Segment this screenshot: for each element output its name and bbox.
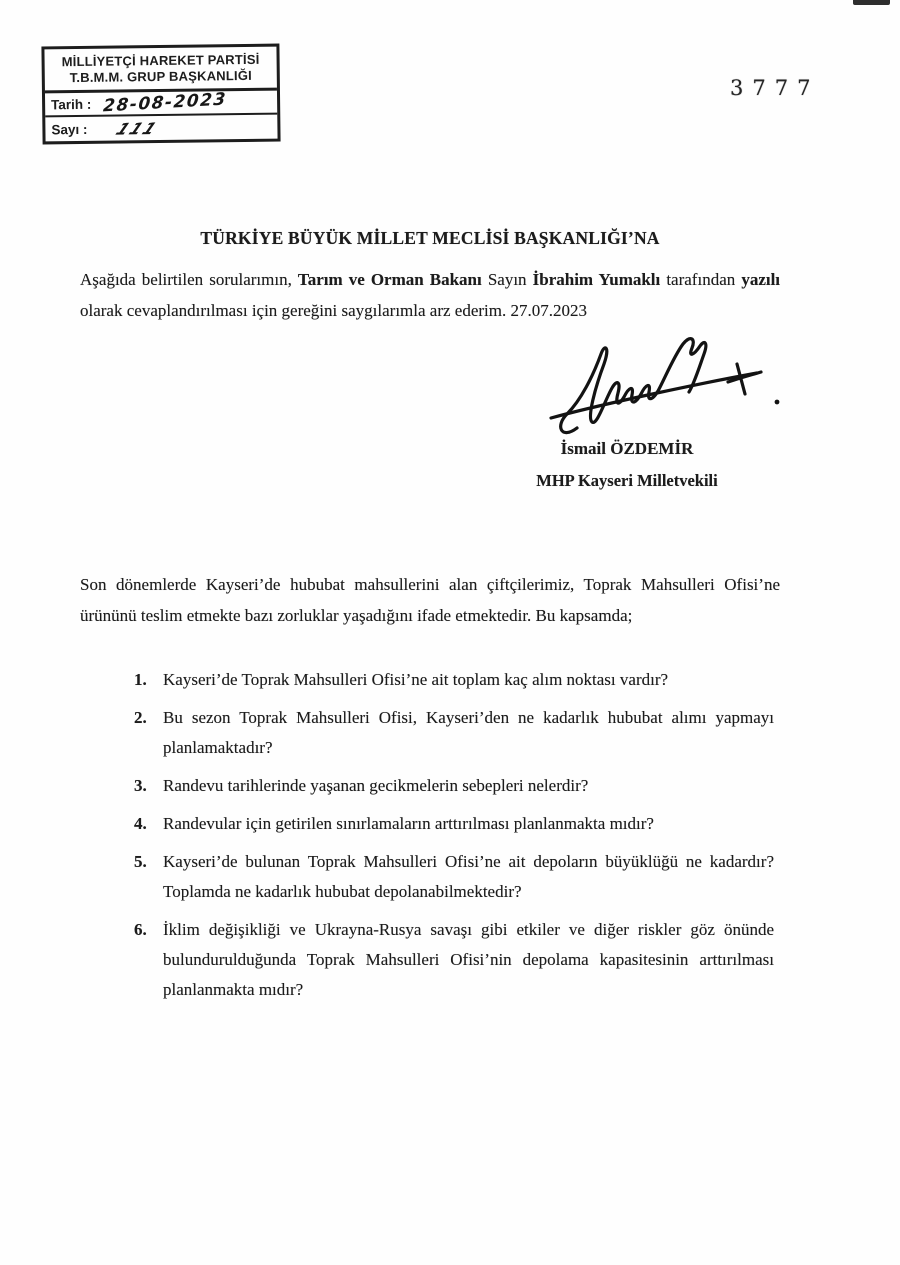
question-text: Randevular için getirilen sınırlamaların arttırılması planlanmakta mıdır?: [163, 814, 654, 833]
question-item-1: [134, 665, 774, 695]
minister-name: İbrahim Yumaklı: [532, 270, 661, 289]
question-item-6: [134, 915, 774, 1005]
stamp-date-label: Tarih :: [51, 96, 92, 112]
question-text: Kayseri’de bulunan Toprak Mahsulleri Ofisi’ne ait depoların büyüklüğü ne kadardır? Toplamda ne kadarlık hububat depolanabilmektedir?: [163, 852, 774, 901]
body-paragraph: Son dönemlerde Kayseri’de hububat mahsullerini alan çiftçilerimiz, Toprak Mahsulleri Ofisi’ne ürününü teslim etmekte bazı zorluklar yaşadığını ifade etmektedir. Bu kapsamda;: [80, 575, 780, 625]
stamp-date-handwritten-value: 28-08-2023: [102, 89, 228, 117]
question-item-5: [134, 847, 774, 907]
written-emphasis: yazılı: [741, 270, 781, 289]
question-list: [134, 665, 774, 1005]
signatory-role: MHP Kayseri Milletvekili: [536, 471, 718, 490]
request-text-4: olarak cevaplandırılması için gereğini saygılarımla arz ederim. 27.07.2023: [80, 301, 587, 320]
minister-title: Tarım ve Orman Bakanı: [297, 270, 482, 289]
folio-number: 3777: [730, 76, 820, 100]
signature-block: [477, 336, 777, 491]
question-text: Randevu tarihlerinde yaşanan gecikmelerin sebepleri nelerdir?: [163, 776, 589, 795]
stamp-number-label: Sayı :: [51, 121, 88, 137]
question-number: 5.: [134, 852, 147, 871]
stamp-party-name-line1: MİLLİYETÇİ HAREKET PARTİSİ: [61, 51, 260, 70]
handwritten-signature: [547, 336, 782, 436]
request-text-1: Aşağıda belirtilen sorularımın,: [80, 270, 298, 289]
question-item-3: [134, 771, 774, 801]
document-content: [80, 0, 780, 1013]
question-number: 6.: [134, 920, 147, 939]
stamp-number-handwritten-value: 111: [112, 118, 162, 139]
question-text: İklim değişikliği ve Ukrayna-Rusya savaşı gibi etkiler ve diğer riskler göz önünde bulundurulduğunda Toprak Mahsulleri Ofisi’nin depolama kapasitesinin arttırılması planlanmakta mıdır?: [163, 920, 774, 999]
request-paragraph: [80, 264, 780, 326]
question-text: Bu sezon Toprak Mahsulleri Ofisi, Kayseri’den ne kadarlık hububat alımı yapmayı planlamaktadır?: [163, 708, 774, 757]
request-text-3: tarafından: [660, 270, 742, 289]
document-title: TÜRKİYE BÜYÜK MİLLET MECLİSİ BAŞKANLIĞI’NA: [200, 228, 660, 248]
question-number: 2.: [134, 708, 147, 727]
stamp-party-name-line2: T.B.M.M. GRUP BAŞKANLIĞI: [69, 67, 252, 86]
scan-artifact-mark: [853, 0, 890, 5]
signature-ink-dot: [775, 400, 780, 405]
request-text-2: Sayın: [481, 270, 533, 289]
question-number: 4.: [134, 814, 147, 833]
question-text: Kayseri’de Toprak Mahsulleri Ofisi’ne ait toplam kaç alım noktası vardır?: [163, 670, 669, 689]
signature-scribble: [561, 339, 706, 433]
question-item-4: [134, 809, 774, 839]
question-number: 1.: [134, 670, 147, 689]
signatory-name: İsmail ÖZDEMİR: [560, 439, 694, 458]
question-item-2: [134, 703, 774, 763]
question-number: 3.: [134, 776, 147, 795]
